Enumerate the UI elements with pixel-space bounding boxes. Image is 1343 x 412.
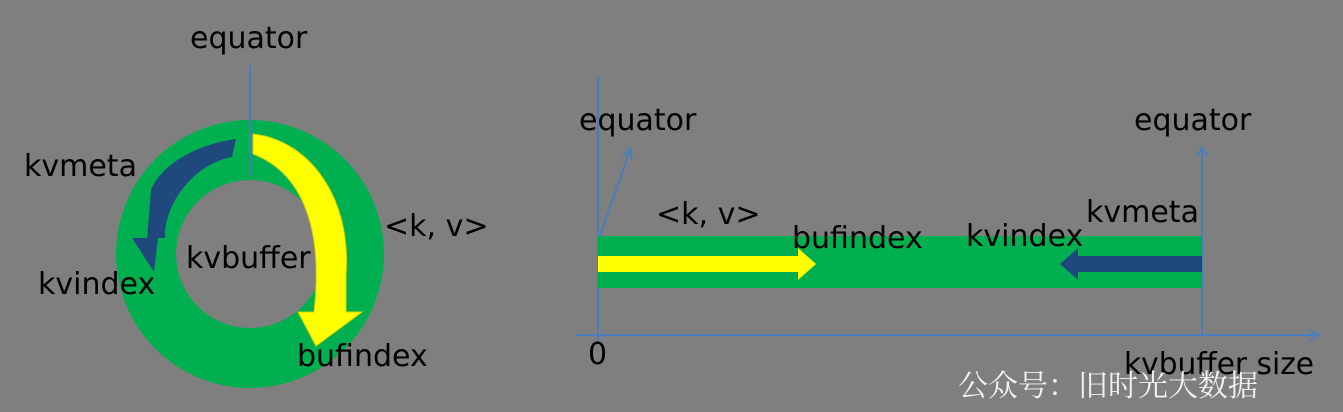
linear-kvindex-label: kvindex	[966, 219, 1084, 254]
left-equator-label: equator	[579, 103, 697, 138]
linear-kvmeta-label: kvmeta	[1086, 195, 1199, 230]
origin-label: 0	[588, 337, 608, 372]
ring-kvbuffer-label: kvbuffer	[186, 241, 311, 276]
ring-diagram	[24, 21, 488, 388]
right-equator-label: equator	[1134, 103, 1252, 138]
left-equator-arrow	[600, 150, 630, 236]
linear-diagram	[576, 76, 1318, 382]
linear-kv-label: <k, v>	[656, 197, 761, 232]
ring-kvmeta-label: kvmeta	[24, 149, 137, 184]
ring-kvindex-label: kvindex	[38, 267, 156, 302]
end-label: kvbuffer size	[1124, 347, 1314, 382]
ring-equator-label: equator	[190, 21, 308, 56]
linear-bufindex-label: bufindex	[792, 221, 923, 256]
watermark: 公众号：旧时光大数据	[958, 369, 1258, 404]
ring-kv-label: <k, v>	[384, 209, 489, 244]
ring-bufindex-label: bufindex	[297, 339, 428, 374]
